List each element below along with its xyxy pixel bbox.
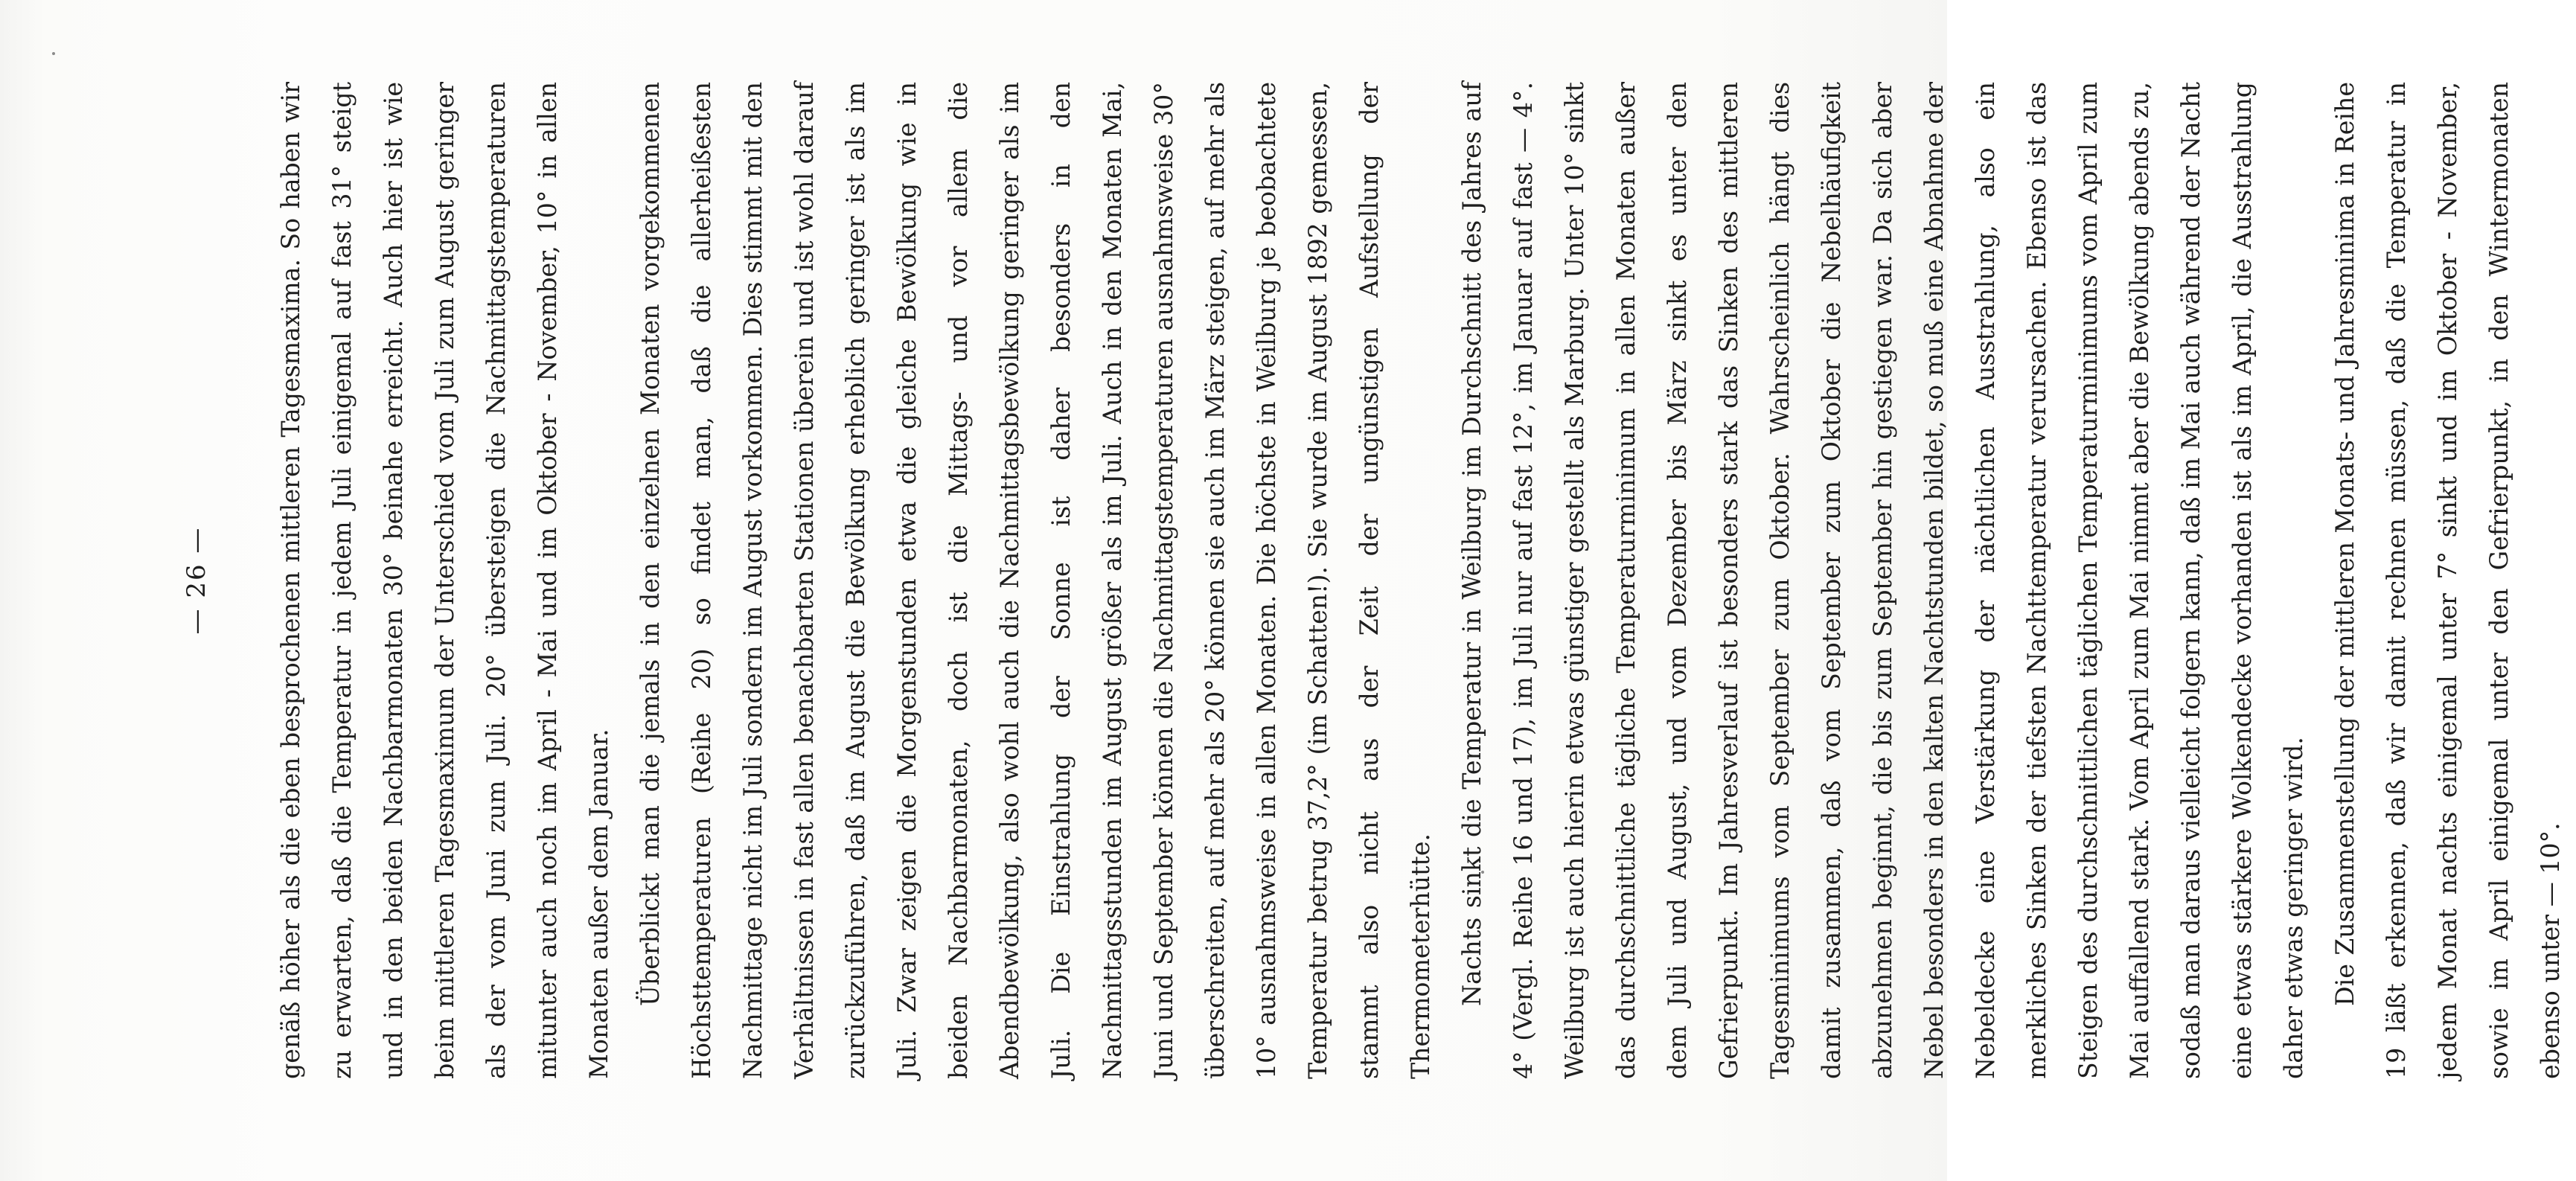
paragraph-1: genäß höher als die eben besprochenen mittleren Tagesmaxima. So haben wir zu erwarten, daß die Temperatur in jedem Juli einigemal auf fast 31° steigt und in den beiden Nachbarmonaten 30° beinahe erreicht. Auch hier ist wie beim mittleren Tagesmaximum der Unterschied vom Juli zum August geringer als der vom Juni zum Juli. 20° übersteigen die Nachmittagstemperaturen mitunter auch noch im April - Mai und im Oktober - November, 10° in allen Monaten außer dem Januar. [276, 82, 613, 1079]
page-body [265, 82, 2576, 1079]
paragraph-2: Überblickt man die jemals in den einzelnen Monaten vorgekommenen Höchsttemperaturen (Reihe 20) so findet man, daß die allerheißesten Nachmittage nicht im Juli sondern im August vorkommen. Dies stimmt mit den Verhältnissen in fast allen benachbarten Stationen überein und ist wohl darauf zurückzuführen, daß im August die Bewölkung erheblich geringer ist als im Juli. Zwar zeigen die Morgenstunden etwa die gleiche Bewölkung wie in beiden Nachbarmonaten, doch ist die Mittags- und vor allem die Abendbewölkung, also wohl auch die Nachmittagsbewölkung geringer als im Juli. Die Einstrahlung der Sonne ist daher besonders in den Nachmittagsstunden im August größer als im Juli. Auch in den Monaten Mai, Juni und September können die Nachmittagstemperaturen ausnahmsweise 30° überschreiten, auf mehr als 20° können sie auch im März steigen, auf mehr als 10° ausnahmsweise in allen Monaten. Die höchste in Weilburg je beobachtete Temperatur betrug 37,2° (im Schatten!). Sie wurde im August 1892 gemessen, stammt also nicht aus der Zeit der ungünstigen Aufstellung der Thermometerhütte. [636, 82, 1435, 1079]
page-number: — 26 — [182, 526, 211, 635]
rotated-book-page [168, 82, 2565, 1079]
paragraph-3: Nachts sinkt die Temperatur in Weilburg im Durchschnitt des Jahres auf 4° (Vergl. Reihe 16 und 17), im Juli nur auf fast 12°, im Januar auf fast — 4°. Weilburg ist auch hierin etwas günstiger gestellt als Marburg. Unter 10° sinkt das durchschnittliche tägliche Temperaturminimum in allen Monaten außer dem Juli und August, und vom Dezember bis März sinkt es unter den Gefrierpunkt. Im Jahresverlauf ist besonders stark das Sinken des mittleren Tagesminimums vom September zum Oktober. Wahrscheinlich hängt dies damit zusammen, daß vom September zum Oktober die Nebelhäufigkeit abzunehmen beginnt, die bis zum September hin gestiegen war. Da sich aber Nebel besonders in den kalten Nachtstunden bildet, so muß eine Abnahme der Nebeldecke eine Verstärkung der nächtlichen Ausstrahlung, also ein merkliches Sinken der tiefsten Nachttemperatur verursachen. Ebenso ist das Steigen des durchschnittlichen täglichen Temperaturminimums vom April zum Mai auffallend stark. Vom April zum Mai nimmt aber die Bewölkung abends zu, sodaß man daraus vielleicht folgern kann, daß im Mai auch während der Nacht eine etwas stärkere Wolkendecke vorhanden ist als im April, die Ausstrahlung daher etwas geringer wird. [1457, 82, 2308, 1079]
paragraph-4: Die Zusammenstellung der mittleren Monats- und Jahresminima in Reihe 19 läßt erkennen, daß wir damit rechnen müssen, daß die Temperatur in jedem Monat nachts einigemal unter 7° sinkt und im Oktober - November, sowie im April einigemal unter den Gefrierpunkt, in den Wintermonaten ebenso unter — 10°. [2330, 82, 2565, 1079]
dust-speck [52, 52, 55, 55]
